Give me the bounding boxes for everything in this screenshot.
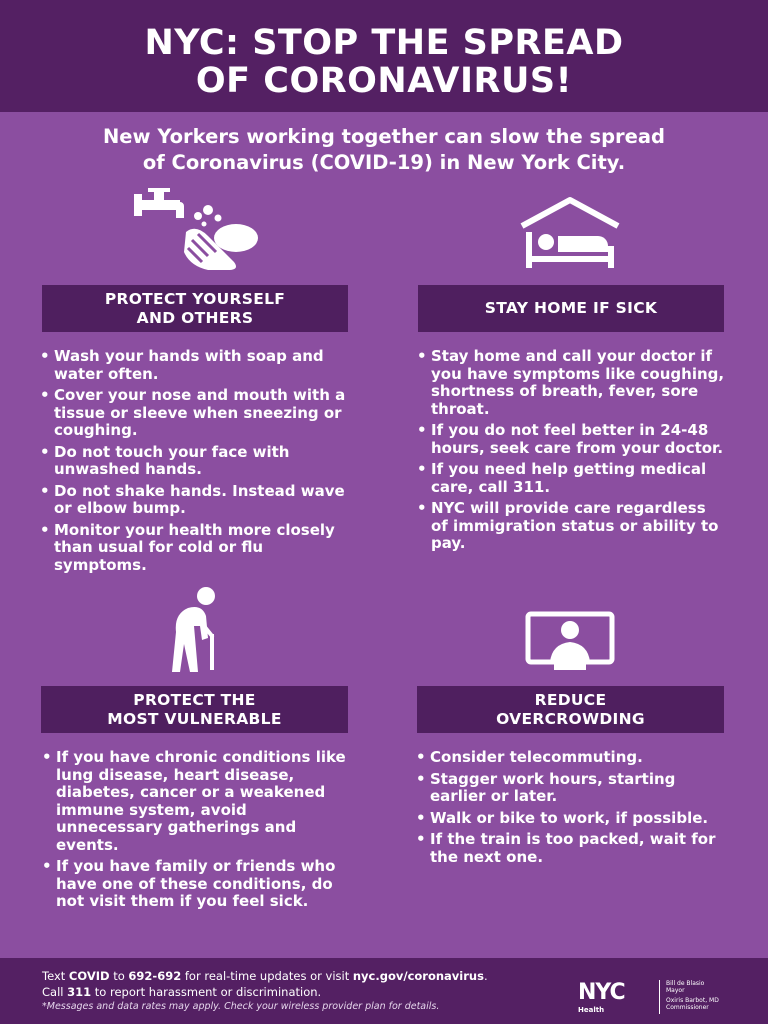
banner-protect-yourself (42, 285, 348, 332)
telecommute-monitor-icon (524, 610, 616, 672)
list-item: • Walk or bike to work, if possible. (416, 810, 726, 828)
footer-text (42, 968, 562, 1014)
list-item: • If you have family or friends who have one of these conditions, do not visit them if you feel sick. (42, 858, 350, 911)
intro-text (30, 124, 738, 176)
footer-line-1 (42, 968, 562, 984)
list-item: • If you do not feel better in 24-48 hours, seek care from your doctor. (417, 422, 727, 457)
banner-line-1: STAY HOME IF SICK (484, 299, 658, 317)
list-item: • If you have chronic conditions like lung disease, heart disease, diabetes, cancer or a weakened immune system, avoid unnecessary gatherings and events. (42, 749, 350, 854)
footer-text-part: to report harassment or discrimination. (91, 985, 322, 999)
nyc-health-logo (578, 982, 648, 1020)
banner-line-2: OVERCROWDING (496, 709, 645, 728)
banner-line-1: PROTECT THE (133, 690, 256, 709)
sms-keyword: COVID (68, 969, 110, 983)
banner-stay-home (418, 285, 724, 332)
logo-word: NYC (578, 980, 625, 1005)
official-title: Mayor (666, 987, 685, 994)
list-stay-home (417, 348, 727, 557)
banner-line-1: PROTECT YOURSELF (104, 289, 286, 308)
list-item: • Wash your hands with soap and water often. (40, 348, 350, 383)
list-item: • Stagger work hours, starting earlier or later. (416, 771, 726, 806)
list-item: • NYC will provide care regardless of immigration status or ability to pay. (417, 500, 727, 553)
banner-protect-vulnerable (41, 686, 348, 733)
list-item: • If the train is too packed, wait for the next one. (416, 831, 726, 866)
sms-number: 692-692 (128, 969, 182, 983)
official-1 (666, 980, 756, 994)
logo-divider (659, 980, 660, 1014)
intro-line-2: of Coronavirus (COVID-19) in New York City. (142, 151, 626, 174)
title-line-2: OF CORONAVIRUS! (195, 61, 573, 101)
official-title: Commissioner (666, 1004, 709, 1011)
officials-block (666, 980, 756, 1014)
official-name: Bill de Blasio (666, 980, 705, 987)
footer-text-part: Call (42, 985, 68, 999)
footer-bar (0, 958, 768, 1024)
banner-line-1: REDUCE (534, 690, 607, 709)
footer-text-part: . (483, 969, 488, 983)
list-item: • Do not shake hands. Instead wave or elbow bump. (40, 483, 350, 518)
website-link[interactable]: nyc.gov/coronavirus (352, 969, 484, 983)
banner-reduce-overcrowding (417, 686, 724, 733)
list-protect-yourself (40, 348, 350, 578)
elderly-person-icon (166, 586, 222, 672)
intro-line-1: New Yorkers working together can slow the spread (102, 125, 666, 148)
bed-in-house-icon (518, 196, 622, 270)
list-reduce-overcrowding (416, 749, 726, 870)
phone-number: 311 (67, 985, 92, 999)
list-protect-vulnerable (42, 749, 350, 915)
list-item: • Consider telecommuting. (416, 749, 726, 767)
title-line-1: NYC: STOP THE SPREAD (144, 23, 624, 63)
list-item: • Do not touch your face with unwashed hands. (40, 444, 350, 479)
header-bar (0, 0, 768, 112)
list-item: • Stay home and call your doctor if you have symptoms like coughing, shortness of breath, fever, sore throat. (417, 348, 727, 418)
footer-disclaimer: *Messages and data rates may apply. Check your wireless provider plan for details. (42, 1001, 440, 1012)
list-item: • Cover your nose and mouth with a tissue or sleeve when sneezing or coughing. (40, 387, 350, 440)
official-name: Oxiris Barbot, MD (666, 997, 719, 1004)
list-item: • Monitor your health more closely than usual for cold or flu symptoms. (40, 522, 350, 575)
banner-line-2: AND OTHERS (136, 308, 254, 327)
footer-text-part: for real-time updates or visit (181, 969, 353, 983)
official-2 (666, 997, 756, 1011)
footer-line-2 (42, 984, 562, 1000)
list-item: • If you need help getting medical care, call 311. (417, 461, 727, 496)
handwashing-icon (128, 188, 260, 270)
footer-text-part: Text (42, 969, 69, 983)
banner-line-2: MOST VULNERABLE (107, 709, 282, 728)
footer-text-part: to (109, 969, 129, 983)
logo-sub: Health (578, 1006, 605, 1014)
page-title (0, 0, 768, 100)
